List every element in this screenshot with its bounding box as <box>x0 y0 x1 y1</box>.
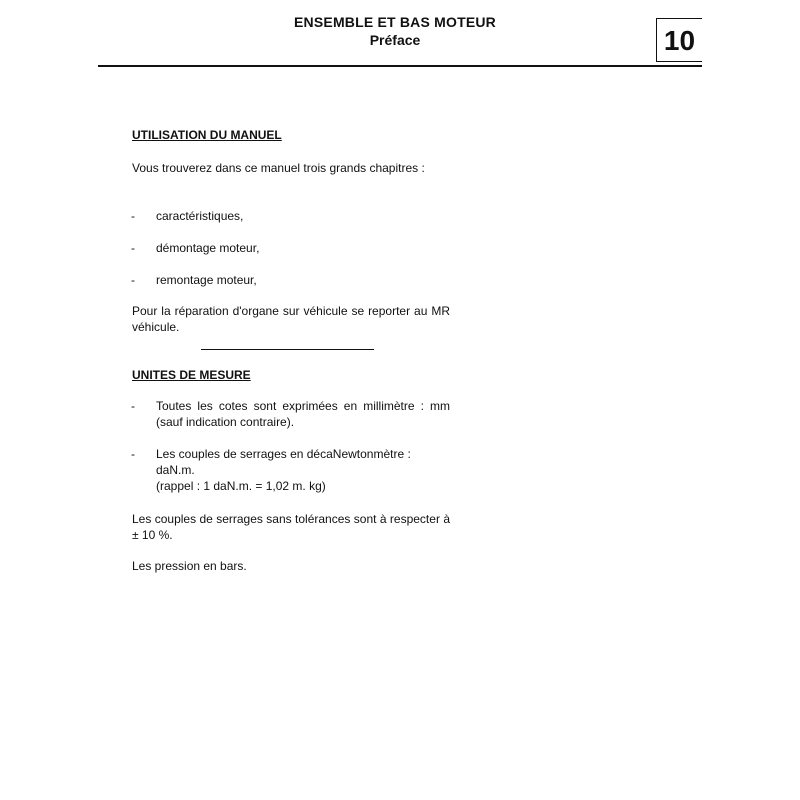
header-rule <box>98 65 702 67</box>
section-separator <box>201 349 374 350</box>
bullet-dash: - <box>131 273 135 287</box>
usage-heading: UTILISATION DU MANUEL <box>132 128 282 142</box>
torque-unit-reminder: (rappel : 1 daN.m. = 1,02 m. kg) <box>156 479 326 493</box>
units-heading: UNITES DE MESURE <box>132 368 251 382</box>
tolerance-note: Les couples de serrages sans tolérances sont à respecter à ± 10 %. <box>132 512 450 542</box>
bullet-dash: - <box>131 399 135 413</box>
pressure-note: Les pression en bars. <box>132 559 247 573</box>
bullet-dash: - <box>131 209 135 223</box>
torque-unit-line: Les couples de serrages en décaNewtonmètre : <box>156 447 411 461</box>
document-title: ENSEMBLE ET BAS MOTEUR <box>294 14 496 30</box>
list-item: démontage moteur, <box>156 241 260 255</box>
list-item: Toutes les cotes sont exprimées en millimètre : mm (sauf indication contraire). <box>156 399 450 429</box>
bullet-dash: - <box>131 241 135 255</box>
bullet-dash: - <box>131 447 135 461</box>
list-item: caractéristiques, <box>156 209 244 223</box>
list-item: remontage moteur, <box>156 273 257 287</box>
document-subtitle: Préface <box>369 32 421 48</box>
chapter-number-box: 10 <box>656 18 702 62</box>
usage-intro: Vous trouverez dans ce manuel trois grands chapitres : <box>132 161 425 175</box>
usage-note: Pour la réparation d'organe sur véhicule se reporter au MR véhicule. <box>132 304 450 334</box>
torque-unit-symbol: daN.m. <box>156 463 195 477</box>
